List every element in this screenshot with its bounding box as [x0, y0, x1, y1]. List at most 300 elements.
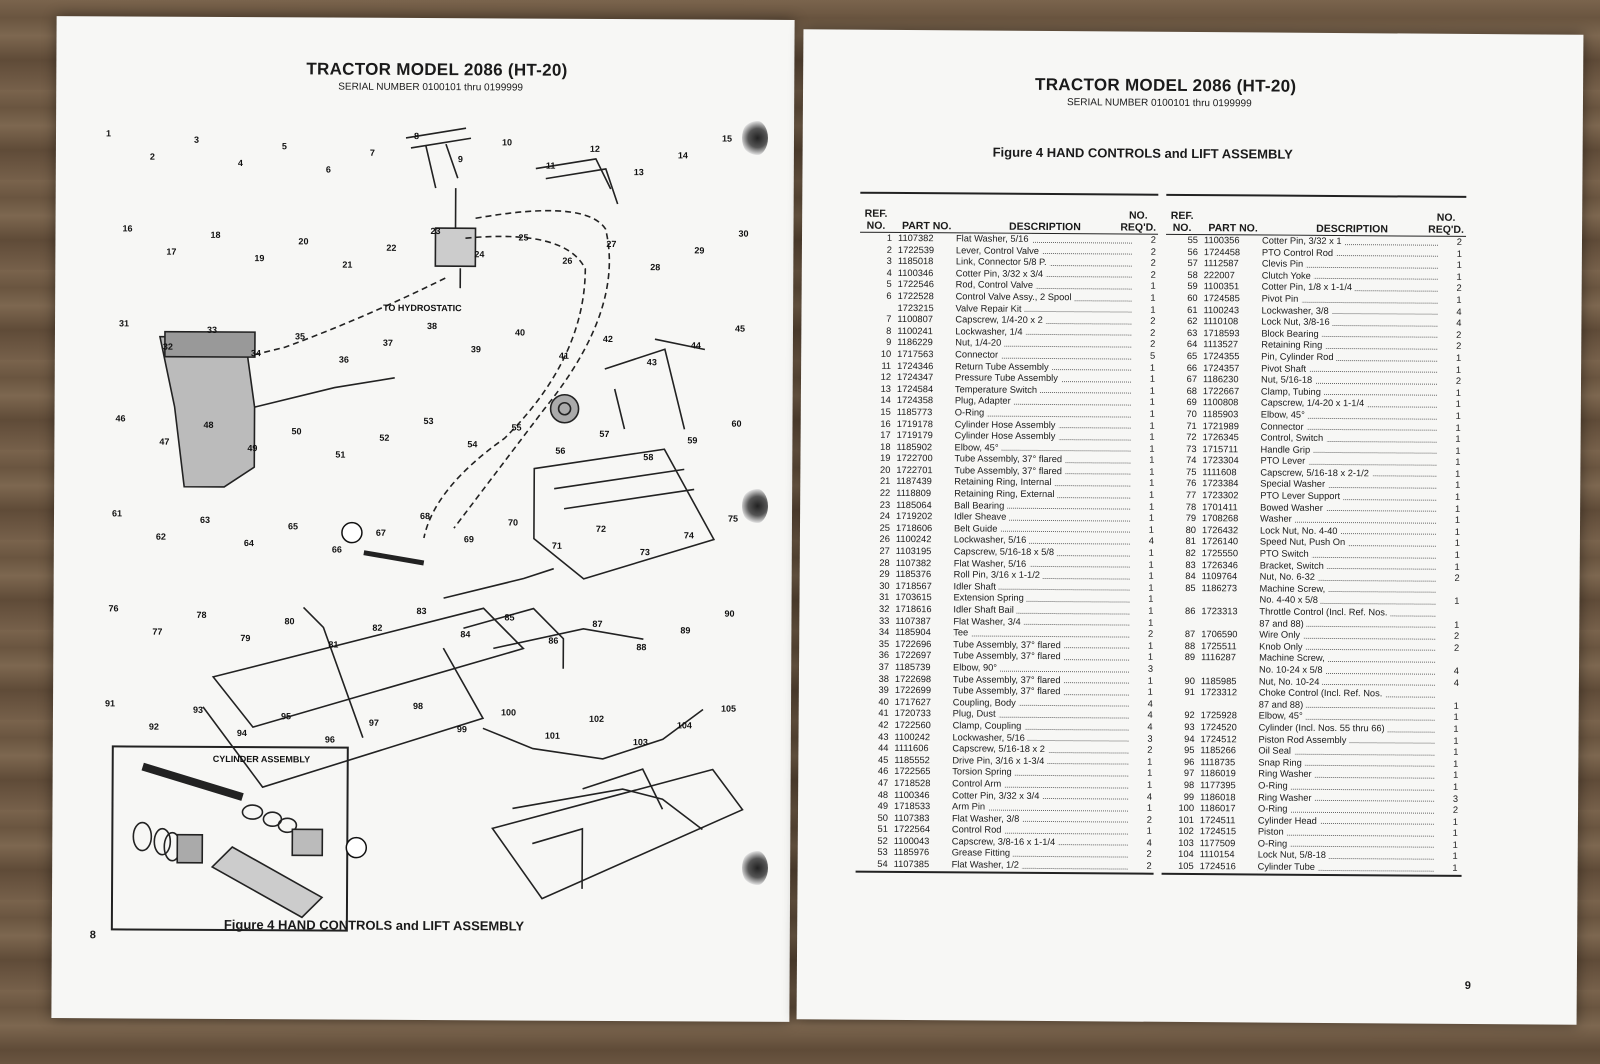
- cell-qty: 1: [1149, 489, 1155, 500]
- cell-qty: 2: [1150, 257, 1156, 268]
- cell-description: Clutch Yoke: [1262, 270, 1442, 283]
- cell-part-no: 1186017: [1200, 803, 1236, 814]
- callout-number: 2: [149, 151, 155, 162]
- cell-qty: 1: [1150, 304, 1156, 315]
- callout-number: 80: [284, 616, 295, 627]
- cell-qty: 1: [1455, 422, 1461, 433]
- cell-qty: 1: [1147, 756, 1153, 767]
- callout-number: 21: [342, 259, 353, 270]
- cell-qty: 1: [1454, 538, 1460, 549]
- cell-description: Control Arm: [952, 778, 1132, 791]
- cell-description: Oil Seal: [1258, 746, 1438, 759]
- cell-part-no: 1724358: [896, 395, 934, 406]
- cell-qty: 4: [1146, 837, 1152, 848]
- cell-qty: 2: [1456, 329, 1462, 340]
- cell-description: Ring Washer: [1258, 769, 1438, 782]
- cell-qty: 1: [1456, 271, 1462, 282]
- cell-ref-no: 14: [880, 395, 891, 406]
- cell-ref-no: 20: [880, 464, 891, 475]
- cell-description: PTO Lever Support: [1260, 491, 1440, 504]
- cell-qty: 1: [1150, 281, 1156, 292]
- cell-qty: 1: [1455, 410, 1461, 421]
- cell-ref-no: 47: [877, 777, 889, 788]
- cell-ref-no: 18: [880, 441, 891, 452]
- cell-part-no: 1722528: [897, 290, 934, 302]
- callout-number: 26: [562, 255, 573, 266]
- cell-qty: 1: [1456, 248, 1462, 259]
- cell-ref-no: 10: [880, 348, 892, 359]
- cell-qty: 2: [1150, 269, 1156, 280]
- cell-qty: 2: [1453, 642, 1460, 653]
- cell-description: Arm Pin: [952, 801, 1132, 814]
- cell-qty: 1: [1147, 686, 1153, 697]
- callout-number: 60: [731, 418, 742, 429]
- header-qty: NO. REQ'D.: [1120, 209, 1157, 234]
- callout-number: 85: [504, 612, 515, 623]
- cell-description: Elbow, 90°: [953, 662, 1133, 675]
- cell-description: No. 10-24 x 5/8: [1259, 664, 1439, 677]
- cell-ref-no: 52: [877, 835, 888, 846]
- binding-hole: [742, 850, 768, 886]
- cell-qty: 1: [1453, 758, 1459, 769]
- cell-part-no: 222007: [1203, 269, 1235, 281]
- callout-number: 30: [738, 228, 749, 239]
- cell-ref-no: 96: [1183, 756, 1195, 767]
- cell-part-no: 1724584: [896, 383, 934, 394]
- cell-ref-no: 95: [1184, 745, 1195, 756]
- cell-part-no: 1113527: [1203, 339, 1239, 350]
- cell-description: Elbow, 45°: [1259, 711, 1439, 724]
- cell-qty: 1: [1454, 515, 1461, 526]
- cell-qty: 1: [1454, 596, 1460, 607]
- cell-description: Flat Washer, 3/8: [952, 813, 1132, 826]
- callout-number: 23: [430, 226, 441, 237]
- cell-qty: 1: [1454, 561, 1460, 572]
- cell-qty: 1: [1148, 617, 1154, 628]
- cell-qty: 1: [1452, 839, 1458, 850]
- cell-part-no: [1201, 594, 1259, 606]
- cell-description: Lockwasher, 5/16: [952, 732, 1132, 745]
- cell-description: PTO Lever: [1260, 456, 1440, 469]
- cell-part-no: 1719179: [896, 430, 933, 441]
- cell-ref-no: 49: [877, 800, 889, 811]
- callout-number: 22: [386, 242, 397, 253]
- cell-ref-no: 83: [1185, 559, 1196, 570]
- cell-ref-no: 66: [1186, 362, 1198, 373]
- cell-ref-no: 79: [1185, 513, 1197, 524]
- cell-qty: 1: [1455, 468, 1461, 479]
- cell-part-no: 1722698: [894, 673, 932, 684]
- cell-ref-no: 98: [1183, 779, 1195, 790]
- cell-description: Coupling, Body: [953, 697, 1133, 710]
- cell-qty: 1: [1454, 549, 1460, 560]
- callout-number: 16: [122, 223, 133, 234]
- cell-ref-no: 92: [1184, 710, 1195, 721]
- cell-description: Tube Assembly, 37° flared: [953, 639, 1133, 652]
- cell-qty: 2: [1150, 246, 1156, 257]
- callout-number: 72: [595, 523, 606, 534]
- cell-ref-no: 62: [1187, 316, 1198, 327]
- callout-number: 63: [199, 514, 211, 525]
- callout-number: 103: [632, 737, 648, 748]
- cell-qty: 1: [1149, 373, 1156, 384]
- callout-number: 5: [281, 141, 287, 152]
- cell-qty: 4: [1453, 677, 1459, 688]
- cell-part-no: 1724355: [1203, 351, 1240, 362]
- callout-number: 4: [237, 158, 243, 169]
- cell-description: PTO Control Rod: [1262, 247, 1442, 260]
- cell-description: O-Ring: [1258, 780, 1438, 793]
- cell-part-no: 1722696: [895, 638, 932, 649]
- header-description: DESCRIPTION: [1316, 222, 1388, 236]
- cell-part-no: 1112587: [1203, 258, 1239, 269]
- callout-number: 102: [588, 713, 605, 724]
- cell-part-no: 1100346: [897, 267, 934, 278]
- cell-ref-no: 48: [877, 789, 889, 800]
- callout-number: 67: [375, 527, 386, 538]
- page-number: 9: [1464, 979, 1471, 992]
- cell-ref-no: 23: [879, 499, 891, 510]
- callout-number: 45: [734, 323, 746, 334]
- cell-description: Tee: [953, 628, 1133, 641]
- cell-part-no: 1107382: [897, 232, 934, 244]
- callout-number: 39: [470, 344, 481, 355]
- cell-qty: 1: [1149, 443, 1155, 454]
- cell-description: Retaining Ring, Internal: [954, 477, 1134, 490]
- cylinder-assembly-label: CYLINDER ASSEMBLY: [212, 753, 311, 765]
- parts-table-header: [860, 194, 1158, 235]
- cell-description: Valve Repair Kit: [955, 303, 1135, 316]
- cell-ref-no: 90: [1184, 675, 1195, 686]
- callout-number: 33: [206, 324, 218, 335]
- cell-ref-no: [1163, 617, 1201, 629]
- cell-description: Tube Assembly, 37° flared: [953, 651, 1133, 664]
- cell-description: Capscrew, 1/4-20 x 1-1/4: [1261, 398, 1441, 411]
- header-part-no: PART NO.: [1208, 222, 1258, 235]
- cell-description: Retaining Ring: [1261, 340, 1441, 353]
- cell-qty: 2: [1150, 339, 1156, 350]
- cell-ref-no: 31: [879, 592, 890, 603]
- callout-number: 75: [727, 513, 739, 524]
- cell-ref-no: 5: [886, 279, 892, 290]
- right-page: [797, 29, 1584, 1024]
- cell-qty: [1439, 689, 1459, 701]
- cell-part-no: 1703615: [895, 592, 932, 603]
- callout-number: 34: [250, 348, 261, 359]
- cell-part-no: 1722546: [897, 279, 934, 290]
- cell-ref-no: 34: [878, 627, 890, 638]
- cell-ref-no: [1163, 594, 1201, 606]
- cell-description: No. 4-40 x 5/8: [1259, 595, 1439, 608]
- cell-ref-no: 105: [1178, 860, 1194, 872]
- cell-part-no: 1100242: [894, 731, 931, 742]
- cell-ref-no: 25: [879, 522, 891, 533]
- cell-part-no: 1110154: [1199, 849, 1235, 860]
- callout-number: 18: [210, 229, 221, 240]
- callout-number: 77: [152, 626, 163, 637]
- cell-description: Handle Grip: [1260, 444, 1440, 457]
- cell-part-no: 1724515: [1199, 826, 1237, 837]
- cell-description: Wire Only: [1259, 630, 1439, 643]
- cell-ref-no: 15: [880, 406, 891, 417]
- cell-qty: 1: [1147, 652, 1154, 663]
- cell-part-no: 1185773: [896, 406, 933, 418]
- cell-qty: 1: [1148, 559, 1154, 570]
- cell-qty: 4: [1456, 306, 1462, 317]
- cell-description: Cylinder (Incl. Nos. 55 thru 66): [1259, 722, 1439, 735]
- cell-description: Elbow, 45°: [1261, 409, 1441, 422]
- cell-part-no: 1109764: [1201, 571, 1238, 582]
- cell-ref-no: 46: [877, 766, 889, 777]
- cell-qty: 5: [1149, 350, 1156, 361]
- cell-part-no: 1722697: [895, 650, 932, 661]
- cell-qty: 3: [1147, 733, 1153, 744]
- callout-number: 54: [467, 439, 478, 450]
- cell-part-no: 1185376: [895, 569, 932, 580]
- cell-description: Plug, Adapter: [955, 396, 1135, 409]
- cell-ref-no: [859, 302, 897, 314]
- cell-qty: 1: [1453, 746, 1459, 758]
- callout-number: 100: [500, 707, 517, 718]
- cell-part-no: [1201, 699, 1259, 711]
- cell-part-no: 1100242: [895, 534, 932, 545]
- cell-part-no: 1116287: [1201, 652, 1236, 663]
- callout-number: 9: [457, 154, 463, 165]
- cell-part-no: 1186019: [1200, 768, 1236, 779]
- cell-ref-no: 58: [1187, 269, 1198, 280]
- cell-part-no: 1723215: [897, 302, 934, 313]
- cell-qty: 1: [1147, 640, 1154, 651]
- cell-description: Cotter Pin, 1/8 x 1-1/4: [1262, 282, 1442, 295]
- cell-qty: 1: [1149, 478, 1155, 489]
- cell-description: Capscrew, 1/4-20 x 2: [955, 315, 1135, 328]
- callout-number: 35: [294, 331, 305, 342]
- cell-part-no: 1718606: [895, 522, 933, 534]
- cell-ref-no: 29: [879, 569, 890, 580]
- cell-qty: 1: [1148, 524, 1155, 535]
- table-row: [856, 859, 1154, 873]
- callout-number: 101: [544, 730, 560, 741]
- cell-part-no: 1720733: [894, 708, 931, 719]
- callout-number: 20: [298, 236, 309, 247]
- cell-ref-no: 76: [1185, 478, 1197, 489]
- to-hydrostatic-label: TO HYDROSTATIC: [383, 302, 462, 314]
- callout-number: 58: [643, 452, 654, 463]
- cell-description: Tube Assembly, 37° flared: [954, 465, 1134, 478]
- cell-part-no: 1718616: [895, 603, 932, 615]
- cell-description: Ring Washer: [1258, 792, 1438, 805]
- callout-number: 8: [413, 130, 420, 141]
- cell-description: Clevis Pin: [1262, 259, 1442, 272]
- cell-ref-no: 6: [886, 290, 892, 301]
- cell-description: Roll Pin, 3/16 x 1-1/2: [954, 570, 1134, 583]
- cell-description: Lockwasher, 3/8: [1261, 305, 1441, 318]
- cell-ref-no: 86: [1185, 605, 1196, 617]
- cell-description: Connector: [1261, 421, 1441, 434]
- cell-part-no: 1724516: [1199, 861, 1236, 872]
- callout-number: 95: [280, 711, 292, 722]
- cell-qty: 1: [1452, 851, 1458, 862]
- cell-qty: 1: [1452, 828, 1458, 839]
- cell-ref-no: 43: [878, 731, 889, 742]
- cell-description: Lever, Control Valve: [956, 245, 1136, 258]
- cell-ref-no: 22: [879, 487, 891, 498]
- callout-number: 87: [592, 618, 603, 629]
- cell-ref-no: 2: [886, 244, 892, 255]
- cell-part-no: 1722560: [894, 719, 931, 731]
- cell-part-no: 1100241: [897, 325, 933, 336]
- cell-ref-no: 65: [1186, 350, 1198, 361]
- cell-ref-no: 63: [1186, 327, 1198, 338]
- cell-part-no: 1185739: [894, 661, 931, 673]
- callout-number: 24: [474, 249, 485, 260]
- cell-part-no: 1118735: [1200, 756, 1236, 768]
- cell-ref-no: 70: [1186, 408, 1197, 419]
- cell-part-no: 1718528: [894, 777, 931, 789]
- cell-description: Washer: [1260, 514, 1440, 527]
- cell-description: Connector: [955, 349, 1135, 362]
- cell-qty: 2: [1147, 744, 1153, 755]
- table-row: [1162, 861, 1462, 875]
- cell-description: Nut, No. 10-24: [1259, 676, 1439, 689]
- cell-ref-no: 37: [878, 661, 890, 672]
- cell-ref-no: 41: [878, 708, 889, 719]
- serial-number: SERIAL NUMBER 0100101 thru 0199999: [338, 81, 524, 94]
- cell-ref-no: 77: [1185, 490, 1197, 501]
- callout-number: 91: [105, 698, 116, 709]
- cell-qty: 1: [1455, 445, 1461, 456]
- cell-description: Clamp, Coupling: [953, 720, 1133, 733]
- header-part-no: PART NO.: [901, 219, 952, 233]
- cell-part-no: 1722700: [896, 453, 933, 464]
- cell-part-no: 1706590: [1201, 629, 1238, 640]
- cell-part-no: 1185904: [895, 627, 931, 638]
- callout-number: 7: [369, 147, 375, 158]
- cell-ref-no: 55: [1187, 234, 1199, 246]
- page-title: TRACTOR MODEL 2086 (HT-20): [306, 59, 568, 80]
- cell-part-no: 1177395: [1200, 779, 1236, 791]
- cell-qty: 4: [1147, 710, 1153, 721]
- cell-description: Control, Switch: [1261, 433, 1441, 446]
- callout-number: 10: [501, 137, 513, 148]
- cell-description: Lock Nut, 5/8-18: [1258, 850, 1438, 863]
- cell-ref-no: 36: [878, 650, 890, 661]
- cell-ref-no: 85: [1185, 582, 1196, 593]
- cell-part-no: 1185266: [1200, 745, 1236, 756]
- cell-qty: 1: [1149, 408, 1155, 419]
- cell-description: Capscrew, 5/16-18 x 2: [952, 743, 1132, 756]
- cell-part-no: 1107387: [895, 615, 931, 626]
- cell-ref-no: 32: [879, 603, 890, 614]
- cell-ref-no: 30: [879, 580, 890, 591]
- callout-number: 38: [426, 321, 438, 332]
- cell-description: Lock Nut, No. 4-40: [1260, 525, 1440, 538]
- cell-part-no: 1100043: [893, 835, 930, 847]
- cell-description: Flat Washer, 3/4: [953, 616, 1133, 629]
- cell-description: Torsion Spring: [952, 767, 1132, 780]
- cell-qty: 1: [1148, 512, 1155, 523]
- cell-qty: 2: [1456, 236, 1463, 247]
- cell-description: Flat Washer, 5/16: [956, 233, 1136, 246]
- cell-qty: 2: [1146, 849, 1152, 860]
- cell-qty: 1: [1455, 352, 1462, 363]
- callout-number: 43: [646, 357, 657, 368]
- cell-ref-no: 42: [878, 719, 889, 730]
- cell-description: O-Ring: [1258, 838, 1438, 851]
- callout-number: 61: [111, 508, 123, 519]
- cell-qty: 1: [1455, 387, 1461, 398]
- cell-part-no: 1726345: [1202, 432, 1239, 443]
- cell-ref-no: 7: [886, 314, 892, 325]
- cell-qty: 1: [1455, 399, 1461, 410]
- cell-description: Idler Sheave: [954, 512, 1134, 525]
- cell-ref-no: 16: [880, 418, 891, 429]
- callout-number: 42: [602, 333, 613, 344]
- cell-ref-no: 102: [1178, 826, 1194, 837]
- cell-qty: 1: [1455, 364, 1462, 375]
- cell-description: Pin, Cylinder Rod: [1261, 351, 1441, 364]
- cell-ref-no: 28: [879, 557, 890, 568]
- cell-ref-no: 38: [878, 673, 889, 684]
- cell-qty: 1: [1453, 735, 1459, 746]
- cell-qty: 1: [1146, 802, 1153, 813]
- cell-qty: 1: [1149, 362, 1156, 373]
- callout-number: 52: [379, 432, 390, 443]
- header-qty: NO. REQ'D.: [1428, 211, 1464, 236]
- cell-qty: 1: [1456, 260, 1462, 271]
- callout-number: 89: [680, 625, 691, 636]
- cell-qty: 1: [1453, 700, 1459, 711]
- cell-ref-no: 8: [886, 325, 892, 336]
- callout-number: 15: [721, 133, 733, 144]
- callout-number: 47: [159, 436, 170, 447]
- cell-description: Knob Only: [1259, 641, 1439, 654]
- cell-description: Temperature Switch: [955, 384, 1135, 397]
- cell-description: Pressure Tube Assembly: [955, 372, 1135, 385]
- cell-description: Machine Screw,: [1259, 653, 1439, 666]
- cell-qty: 1: [1149, 385, 1155, 396]
- cell-qty: 1: [1148, 605, 1154, 616]
- callout-number: 82: [372, 622, 383, 633]
- cell-part-no: 1719202: [896, 511, 933, 522]
- cell-description: Control Rod: [952, 825, 1132, 838]
- cell-ref-no: 59: [1187, 281, 1198, 292]
- cell-description: Capscrew, 5/16-18 x 5/8: [954, 546, 1134, 559]
- cell-part-no: 1185985: [1200, 675, 1237, 686]
- cell-ref-no: 71: [1186, 420, 1197, 431]
- cell-ref-no: 60: [1187, 292, 1198, 304]
- callout-number: 41: [558, 350, 569, 361]
- cell-qty: [1439, 608, 1459, 620]
- cell-qty: 1: [1146, 779, 1153, 790]
- cell-ref-no: 89: [1184, 652, 1196, 663]
- cell-description: Capscrew, 5/16-18 x 2-1/2: [1260, 467, 1440, 480]
- cell-part-no: 1715711: [1202, 443, 1239, 455]
- cell-description: Lockwasher, 5/16: [954, 535, 1134, 548]
- cell-part-no: 1718533: [894, 801, 931, 812]
- cell-description: Plug, Dust: [953, 709, 1133, 722]
- cell-ref-no: 73: [1186, 443, 1197, 454]
- callout-number: 104: [676, 720, 692, 731]
- callout-number: 56: [555, 445, 566, 456]
- callout-number: 36: [338, 354, 349, 365]
- callout-number: 86: [548, 635, 559, 646]
- callout-number: 17: [166, 246, 177, 257]
- cell-qty: 1: [1453, 712, 1459, 723]
- cell-description: Capscrew, 3/8-16 x 1-1/4: [952, 836, 1132, 849]
- callout-number: 96: [324, 734, 335, 745]
- left-page: [51, 16, 794, 1022]
